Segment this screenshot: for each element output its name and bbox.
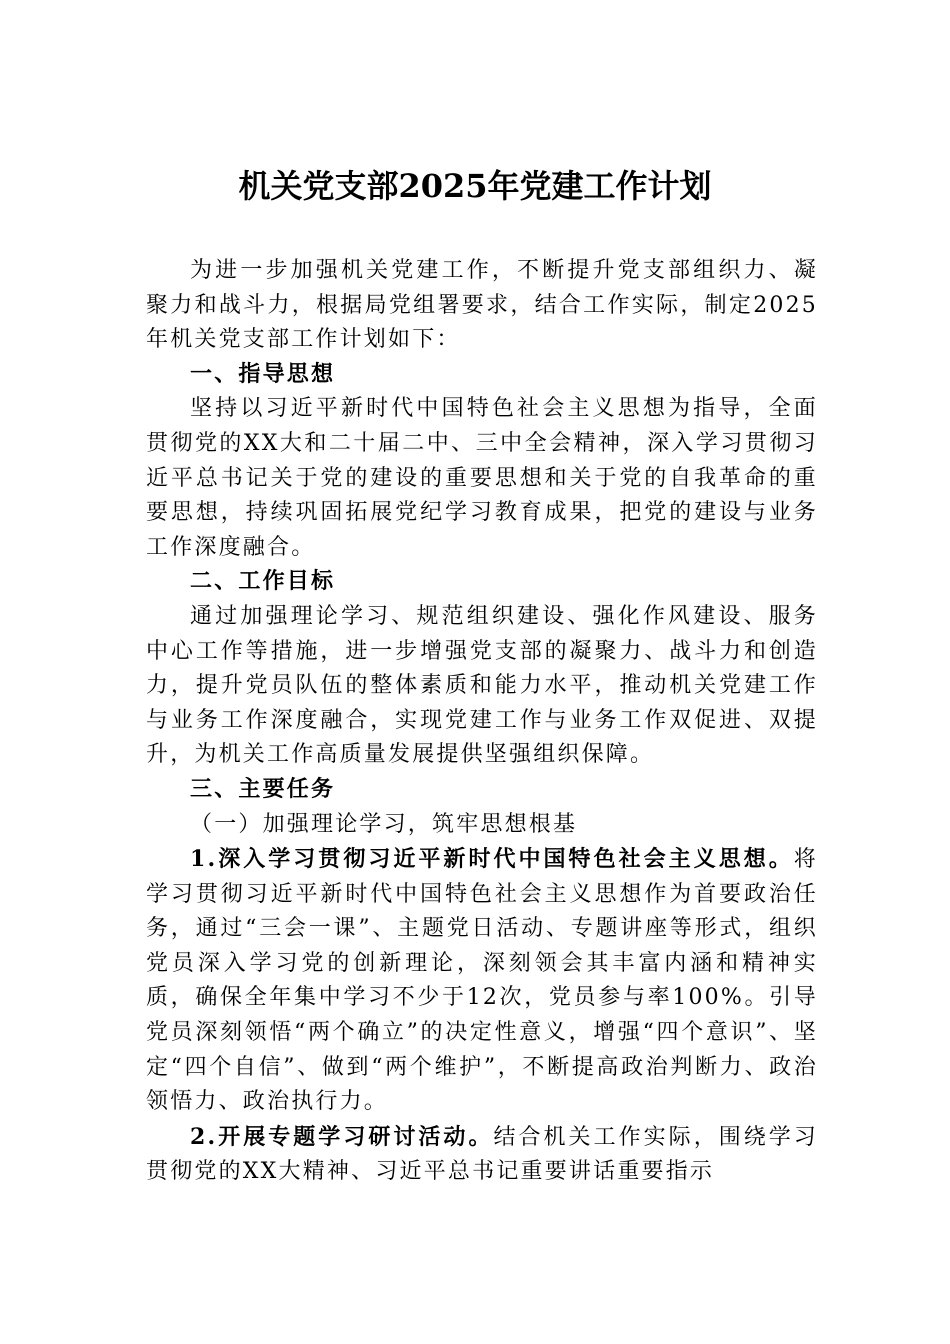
subsection-heading-theory-study: （一）加强理论学习，筑牢思想根基	[190, 811, 578, 837]
section-heading-main-tasks: 三、主要任务	[190, 776, 336, 802]
task-item-2	[146, 1120, 818, 1190]
document-title: 机关党支部2025年党建工作计划	[238, 167, 712, 205]
section-paragraph-work-goals: 通过加强理论学习、规范组织建设、强化作风建设、服务中心工作等措施，进一步增强党支部的凝聚力、战斗力和创造力，提升党员队伍的整体素质和能力水平，推动机关党建工作与业务工作深度融合，实现党建工作与业务工作双促进、双提升，为机关工作高质量发展提供坚强组织保障。	[146, 603, 818, 768]
task-item-2-lead: 2.开展专题学习研讨活动。	[190, 1123, 494, 1150]
intro-paragraph: 为进一步加强机关党建工作，不断提升党支部组织力、凝聚力和战斗力，根据局党组署要求，结合工作实际，制定2025年机关党支部工作计划如下：	[146, 258, 818, 353]
task-item-1	[146, 842, 818, 1120]
document-body	[146, 254, 818, 1190]
task-item-1-text: 将学习贯彻习近平新时代中国特色社会主义思想作为首要政治任务，通过“三会一课”、主题党日活动、专题讲座等形式，组织党员深入学习党的创新理论，深刻领会其丰富内涵和精神实质，确保全年集中学习不少于12次，党员参与率100%。引导党员深刻领悟“两个确立”的决定性意义，增强“四个意识”、坚定“四个自信”、做到“两个维护”，不断提高政治判断力、政治领悟力、政治执行力。	[146, 847, 818, 1115]
task-item-2-text: 结合机关工作实际，围绕学习贯彻党的XX大精神、习近平总书记重要讲话重要指示	[146, 1124, 818, 1185]
section-heading-guiding-thought: 一、指导思想	[190, 361, 336, 387]
section-heading-work-goals: 二、工作目标	[190, 569, 336, 595]
section-paragraph-guiding-thought: 坚持以习近平新时代中国特色社会主义思想为指导，全面贯彻党的XX大和二十届二中、三中全会精神，深入学习贯彻习近平总书记关于党的建设的重要思想和关于党的自我革命的重要思想，持续巩固拓展党纪学习教育成果，把党的建设与业务工作深度融合。	[146, 396, 818, 560]
task-item-1-lead: 1.深入学习贯彻习近平新时代中国特色社会主义思想。	[190, 846, 794, 873]
